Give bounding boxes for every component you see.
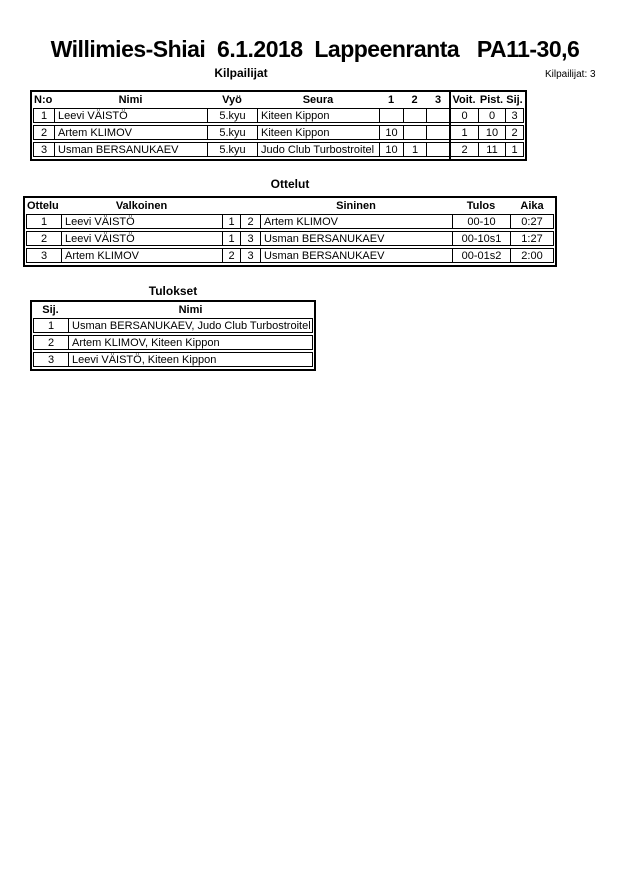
section-title-tulokset: Tulokset xyxy=(148,284,198,298)
cell-result: 00-01s2 xyxy=(453,249,511,262)
result-row xyxy=(33,335,313,350)
standings-box-divider xyxy=(449,92,451,159)
header-round2: 2 xyxy=(411,94,418,106)
header-club: Seura xyxy=(302,94,334,106)
cell-time: 0:27 xyxy=(521,215,543,228)
cell-name: Leevi VÄISTÖ xyxy=(55,109,208,122)
header-time: Aika xyxy=(520,200,544,212)
cell-belt: 5.kyu xyxy=(208,126,258,139)
header-no: N:o xyxy=(34,94,53,106)
cell-match-no: 3 xyxy=(27,249,62,262)
cell-belt: 5.kyu xyxy=(208,109,258,122)
header-white: Valkoinen xyxy=(115,200,168,212)
header-place: Sij. xyxy=(506,94,523,106)
competitor-count-label: Kilpailijat: 3 xyxy=(545,69,596,80)
document-title: Willimies-Shiai 6.1.2018 Lappeenranta PA11-30,6 xyxy=(50,36,580,62)
header-points: Pist. xyxy=(479,94,504,106)
cell-name: Artem KLIMOV, Kiteen Kippon xyxy=(72,336,220,349)
cell-white-no: 1 xyxy=(223,232,241,245)
header-round3: 3 xyxy=(434,94,442,106)
cell-white-no: 1 xyxy=(223,215,241,228)
section-title-ottelut: Ottelut xyxy=(270,177,310,191)
cell-name: Artem KLIMOV xyxy=(55,126,208,139)
cell-round2: 1 xyxy=(404,143,427,156)
cell-white: Leevi VÄISTÖ xyxy=(62,215,223,228)
cell-round1: 10 xyxy=(380,126,404,139)
match-row xyxy=(26,214,554,229)
cell-club: Kiteen Kippon xyxy=(258,126,380,139)
cell-place: 3 xyxy=(34,353,69,366)
cell-blue-no: 3 xyxy=(241,232,261,245)
matches-table-header xyxy=(26,198,554,214)
result-row xyxy=(33,352,313,367)
matches-table xyxy=(23,196,557,267)
cell-blue: Usman BERSANUKAEV xyxy=(261,232,453,245)
cell-club: Kiteen Kippon xyxy=(258,109,380,122)
cell-result: 00-10 xyxy=(453,215,511,228)
header-spacer xyxy=(222,198,240,214)
cell-round3 xyxy=(427,109,451,122)
cell-place: 2 xyxy=(34,336,69,349)
cell-place: 3 xyxy=(511,109,518,122)
cell-blue: Artem KLIMOV xyxy=(261,215,453,228)
cell-round3 xyxy=(427,126,451,139)
competitors-table xyxy=(30,90,527,161)
results-table-header xyxy=(33,302,313,318)
cell-wins: 0 xyxy=(451,109,479,122)
header-result: Tulos xyxy=(466,200,496,212)
cell-round1 xyxy=(380,109,404,122)
cell-round3 xyxy=(427,143,451,156)
cell-belt: 5.kyu xyxy=(208,143,258,156)
cell-white: Artem KLIMOV xyxy=(62,249,223,262)
cell-time: 2:00 xyxy=(521,249,543,262)
cell-round2 xyxy=(404,109,427,122)
match-row xyxy=(26,231,554,246)
cell-points: 10 xyxy=(479,126,506,139)
cell-match-no: 2 xyxy=(27,232,62,245)
cell-club: Judo Club Turbostroitel xyxy=(258,143,380,156)
cell-place: 2 xyxy=(511,126,518,139)
match-row xyxy=(26,248,554,263)
cell-wins: 1 xyxy=(451,126,479,139)
header-round1: 1 xyxy=(387,94,395,106)
section-title-kilpailijat: Kilpailijat xyxy=(214,66,268,80)
cell-no: 3 xyxy=(34,143,55,156)
header-wins: Voit. xyxy=(452,94,476,106)
header-belt: Vyö xyxy=(222,94,242,106)
cell-blue-no: 3 xyxy=(241,249,261,262)
cell-blue: Usman BERSANUKAEV xyxy=(261,249,453,262)
cell-match-no: 1 xyxy=(27,215,62,228)
cell-no: 1 xyxy=(34,109,55,122)
cell-round1: 10 xyxy=(380,143,404,156)
header-place: Sij. xyxy=(42,304,59,316)
header-blue: Sininen xyxy=(336,200,376,212)
cell-no: 2 xyxy=(34,126,55,139)
results-table xyxy=(30,300,316,371)
cell-name: Usman BERSANUKAEV, Judo Club Turbostroitel xyxy=(72,319,311,332)
cell-points: 11 xyxy=(479,143,506,156)
header-match: Ottelu xyxy=(27,200,59,212)
cell-blue-no: 2 xyxy=(241,215,261,228)
cell-white-no: 2 xyxy=(223,249,241,262)
cell-name: Leevi VÄISTÖ, Kiteen Kippon xyxy=(72,353,217,366)
cell-result: 00-10s1 xyxy=(453,232,511,245)
cell-white: Leevi VÄISTÖ xyxy=(62,232,223,245)
result-row xyxy=(33,318,313,333)
cell-wins: 2 xyxy=(451,143,479,156)
header-name: Nimi xyxy=(118,94,143,106)
header-spacer xyxy=(240,198,260,214)
cell-time: 1:27 xyxy=(521,232,543,245)
cell-points: 0 xyxy=(479,109,506,122)
header-name: Nimi xyxy=(178,304,203,316)
cell-round2 xyxy=(404,126,427,139)
cell-name: Usman BERSANUKAEV xyxy=(55,143,208,156)
cell-place: 1 xyxy=(511,143,518,156)
cell-place: 1 xyxy=(34,319,69,332)
